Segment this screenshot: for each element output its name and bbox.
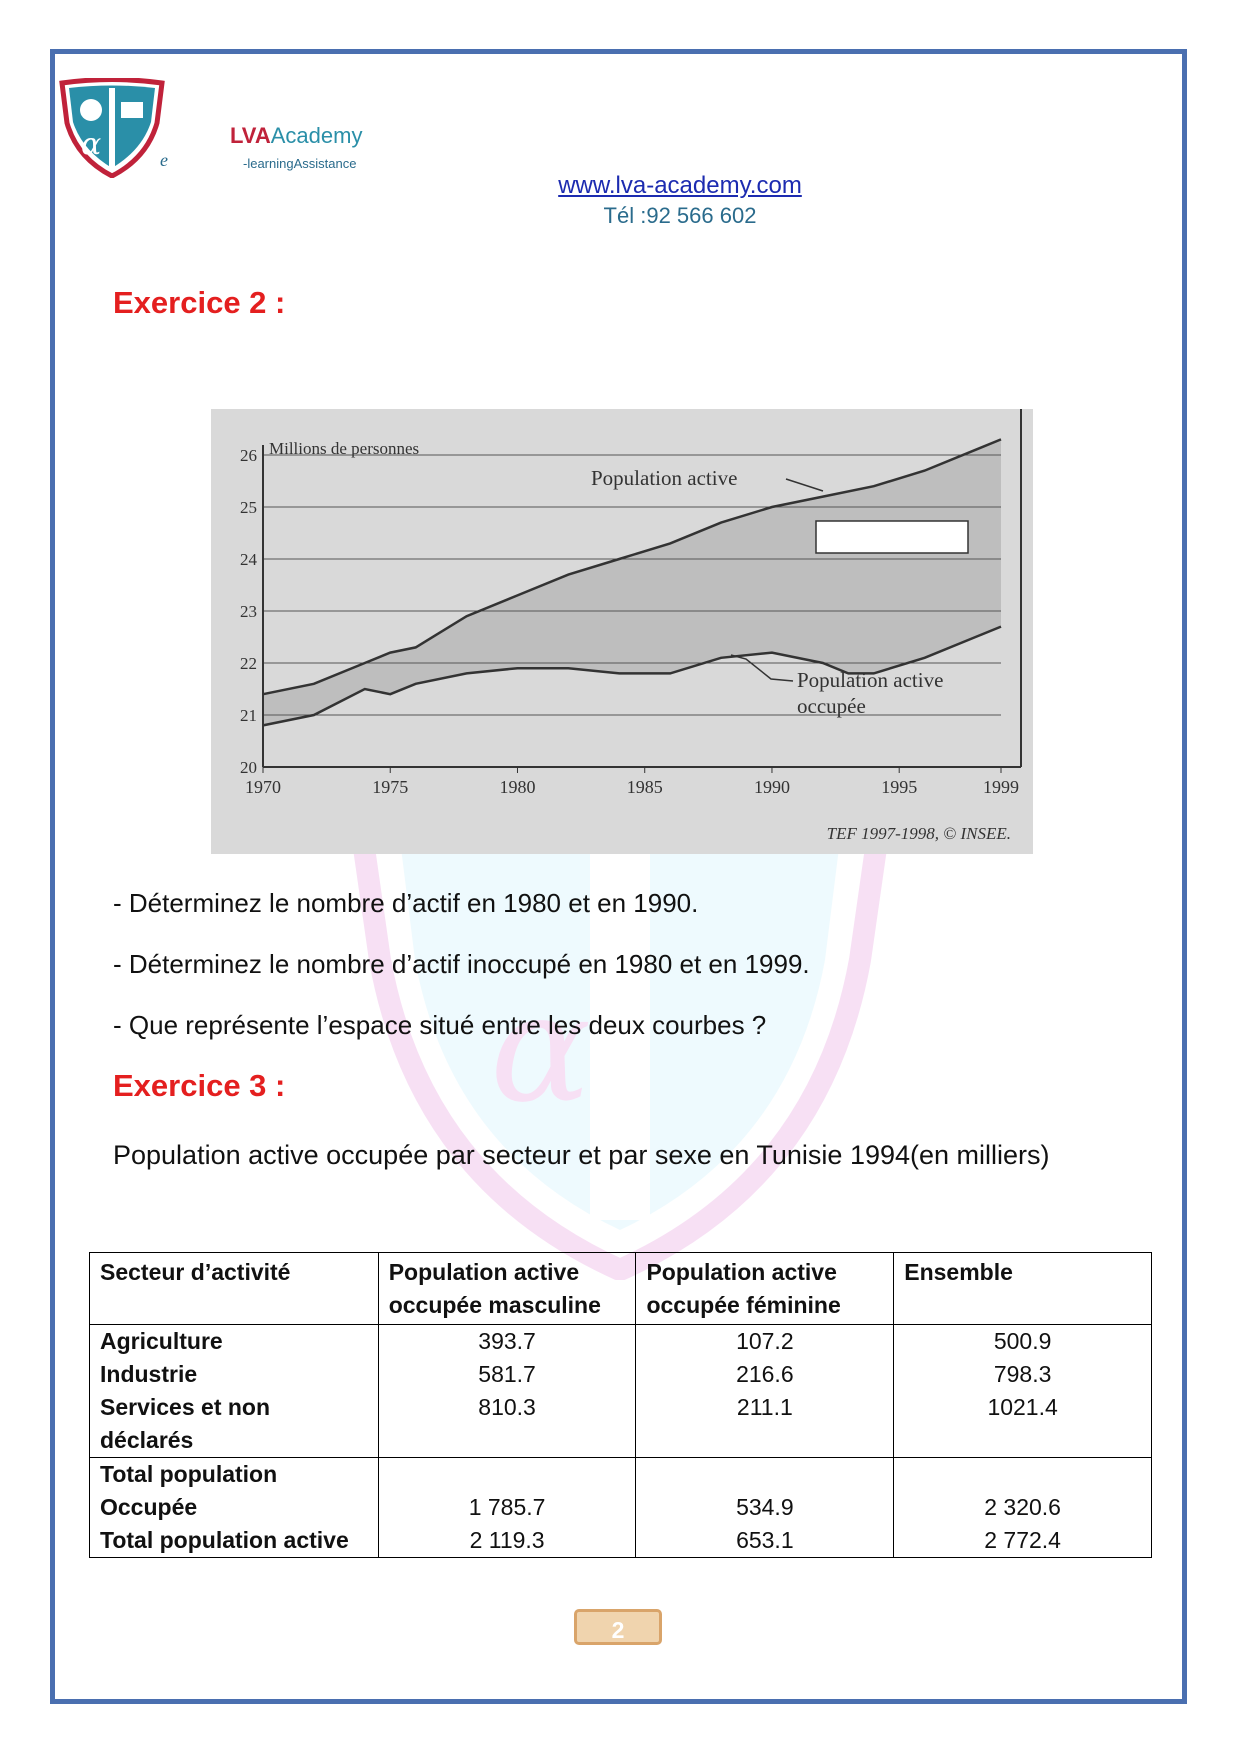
row-label: Agriculture: [90, 1325, 379, 1359]
header-total: Ensemble: [894, 1253, 1152, 1325]
cell-male: 810.3: [378, 1391, 636, 1458]
x-tick-label: 1995: [881, 777, 918, 797]
label-leader-occupied: [731, 655, 793, 681]
header-female: Population active occupée féminine: [636, 1253, 894, 1325]
svg-text:α: α: [81, 127, 102, 162]
question-3: - Que représente l’espace situé entre les deux courbes ?: [113, 1010, 767, 1040]
row-label: Total population Occupée: [90, 1458, 379, 1525]
exercise3-title: Exercice 3 :: [113, 1068, 286, 1103]
x-tick-label: 1985: [626, 777, 663, 797]
page-number: 2: [574, 1609, 662, 1645]
question-2: - Déterminez le nombre d’actif inoccupé en 1980 et en 1999.: [113, 949, 810, 979]
x-tick-label: 1990: [753, 777, 790, 797]
cell-male: 581.7: [378, 1358, 636, 1391]
brand-name: [230, 123, 362, 149]
y-tick-label: 26: [240, 446, 257, 465]
population-chart: [211, 409, 1033, 854]
table-row: [90, 1325, 1152, 1359]
table-row: [90, 1458, 1152, 1525]
website-link[interactable]: www.lva-academy.com: [558, 172, 802, 199]
y-tick-label: 20: [240, 758, 257, 777]
cell-total: 1021.4: [894, 1391, 1152, 1458]
table-row: [90, 1524, 1152, 1558]
cell-female: 653.1: [636, 1524, 894, 1558]
phone-number: Tél :92 566 602: [603, 203, 757, 228]
brand-e-letter: e: [160, 150, 168, 170]
cell-male: 2 119.3: [378, 1524, 636, 1558]
label-population-occupied-1: Population active: [797, 668, 944, 692]
cell-female: 211.1: [636, 1391, 894, 1458]
cell-female: 534.9: [636, 1458, 894, 1525]
x-tick-label: 1975: [372, 777, 409, 797]
header-sector: Secteur d’activité: [90, 1253, 379, 1325]
y-tick-label: 21: [240, 706, 257, 725]
cell-female: 216.6: [636, 1358, 894, 1391]
brand-tagline: -learningAssistance: [243, 156, 357, 171]
sector-table: [89, 1252, 1152, 1558]
table-header-row: [90, 1253, 1152, 1325]
chart-source: TEF 1997-1998, © INSEE.: [826, 824, 1011, 843]
row-label: Services et non déclarés: [90, 1391, 379, 1458]
x-tick-label: 1980: [499, 777, 536, 797]
answer-box: [816, 521, 968, 553]
cell-female: 107.2: [636, 1325, 894, 1359]
x-tick-label: 1999: [983, 777, 1019, 797]
chart-svg: [211, 409, 1033, 854]
label-leader-active: [786, 479, 823, 491]
y-tick-label: 23: [240, 602, 257, 621]
lva-logo-icon: [57, 78, 167, 178]
brand-part1: LVA: [230, 123, 271, 148]
y-axis-label: Millions de personnes: [269, 439, 420, 458]
y-tick-label: 24: [240, 550, 257, 569]
y-tick-label: 22: [240, 654, 257, 673]
table-row: [90, 1358, 1152, 1391]
row-label: Total population active: [90, 1524, 379, 1558]
cell-total: 2 320.6: [894, 1458, 1152, 1525]
label-population-active: Population active: [591, 466, 738, 490]
exercise3-intro: Population active occupée par secteur et par sexe en Tunisie 1994(en milliers): [113, 1140, 1050, 1170]
cell-total: 798.3: [894, 1358, 1152, 1391]
cell-total: 500.9: [894, 1325, 1152, 1359]
y-tick-label: 25: [240, 498, 257, 517]
brand-part2: Academy: [270, 123, 363, 148]
x-tick-label: 1970: [245, 777, 281, 797]
cell-male: 393.7: [378, 1325, 636, 1359]
cell-male: 1 785.7: [378, 1458, 636, 1525]
exercise2-title: Exercice 2 :: [113, 285, 286, 320]
question-1: - Déterminez le nombre d’actif en 1980 et en 1990.: [113, 888, 699, 918]
svg-text:α: α: [490, 962, 592, 1136]
label-population-occupied-2: occupée: [797, 694, 866, 718]
header-male: Population active occupée masculine: [378, 1253, 636, 1325]
cell-total: 2 772.4: [894, 1524, 1152, 1558]
table-row: [90, 1391, 1152, 1458]
row-label: Industrie: [90, 1358, 379, 1391]
